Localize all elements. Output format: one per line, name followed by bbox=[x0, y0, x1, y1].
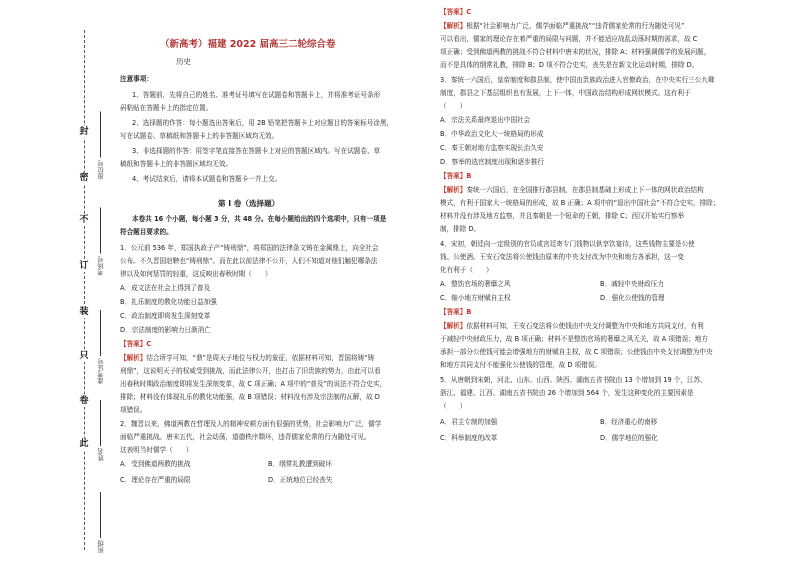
option-item[interactable]: A．成文法在社会上得到了普及 bbox=[120, 284, 211, 292]
analysis-line: 材料并没有涉及地方监察，并且秦朝是一个短命的王朝，排除 C；西汉开始实行察举 bbox=[440, 212, 685, 220]
binding-char: 订 bbox=[77, 260, 91, 272]
analysis-line: 和地方共同支付不能强化公使钱的管理，故 D 项错误。 bbox=[440, 361, 601, 369]
question-stem: 化有利于（ ） bbox=[440, 266, 493, 274]
section-title: 第 I 卷（选择题） bbox=[218, 199, 280, 208]
option-item[interactable]: A．整饬官场的奢靡之风 bbox=[440, 280, 511, 288]
analysis-line: 承担一部分公使钱可能会增强地方的财赋自主权，故 C 项错误；公使钱由中央支付调整为中央 bbox=[440, 348, 713, 356]
option-item[interactable]: D．儒学地位的强化 bbox=[600, 434, 658, 442]
option-item[interactable]: B．礼乐制度的教化功能日益加强 bbox=[120, 298, 217, 306]
exam-room-field[interactable]: 考场号 bbox=[96, 208, 105, 276]
question-stem: 公布。不久晋国赵鞅也“铸刑鼎”。而在此以前法律不公开，人们不知道对他们触犯哪条法 bbox=[120, 257, 378, 265]
analysis-line: 【解析】秦统一六国后，在全国推行郡县制，在郡县制基础上形成上下一体的网状政治结构 bbox=[440, 186, 704, 194]
notice-line: 2、选择题的作答：每小题选出答案后，用 2B 铅笔把答题卡上对应题目的答案标号涂黑， bbox=[132, 119, 394, 127]
binding-char: 封 bbox=[77, 126, 91, 138]
question-stem: 5．从唐朝到宋朝，河北、山东、山西、陕西、湖南五省书院由 13 个增加到 19 个，江苏、 bbox=[440, 376, 707, 384]
question-stem: 钱、公使酒。王安石变法将公使钱由原来的中央支付改为中央和地方各承担，这一变 bbox=[440, 253, 684, 261]
analysis-line: 模式，有利于国家大一统格局的形成，故 B 正确；A 项中的“退出中国社会”不符合史实，排除； bbox=[440, 199, 720, 207]
option-item[interactable]: A．受到佛道两教的挑战 bbox=[120, 460, 191, 468]
section-intro: 本卷共 16 个小题，每小题 3 分，共 48 分。在每小题给出的四个选项中，只有一项是 bbox=[132, 215, 387, 223]
analysis-line: 项正确；受到佛道两教的挑战不符合材料中唐末的状况，排除 A；材料强调儒学的发展问题， bbox=[440, 48, 711, 56]
answer-label: 【答案】B bbox=[440, 172, 472, 180]
option-item[interactable]: B．减轻中央财政压力 bbox=[600, 280, 664, 288]
option-item[interactable]: D．察举的选官制度出现和逐步推行 bbox=[440, 158, 544, 166]
question-stem: 4．宋初，朝廷向一定级别的官员或宫廷寄专门钱物以供享饮宴待，这些钱物主要是公使 bbox=[440, 240, 695, 248]
answer-label: 【答案】C bbox=[120, 340, 152, 348]
analysis-line: 排除；材料没有体现礼乐的教化功能强，故 B 项错误；材料没有涉及宗法制的瓦解，故 D bbox=[120, 393, 380, 401]
question-stem: 面临严重挑战。唐末五代，社会动荡，道德秩序颓坏，违背儒家伦常的行为随处可见。 bbox=[120, 433, 371, 441]
analysis-line: 于减轻中央财政压力，故 B 项正确；材料不是整饬官场的奢靡之风无关，故 A 项错误；地方 bbox=[440, 335, 708, 343]
notice-line: 1、答题前，先将自己的姓名、准考证号填写在试题卷和答题卡上，并将准考证号条形 bbox=[132, 91, 381, 99]
option-item[interactable]: C．科举制度的改革 bbox=[440, 434, 498, 442]
admission-number-field[interactable]: 准考证号 bbox=[96, 310, 105, 384]
analysis-line: 制，排除 D。 bbox=[440, 225, 481, 233]
analysis-label: 【解析】 bbox=[440, 186, 467, 194]
notice-line: 码粘贴在答题卡上的指定位置。 bbox=[120, 104, 213, 112]
analysis-line: 【解析】依据材料可知，王安石变法将公使钱由中央支付调整为中央和地方共同支付，有利 bbox=[440, 322, 704, 330]
binding-char: 密 bbox=[77, 172, 91, 184]
analysis-line: 【解析】结合所学可知，“鼎”是周天子地位与权力的象征，依据材料可知，晋国将铸“铸 bbox=[120, 354, 375, 362]
binding-margin bbox=[0, 0, 120, 562]
option-item[interactable]: B．中华政治文化大一统格局的形成 bbox=[440, 130, 544, 138]
binding-char: 装 bbox=[77, 306, 91, 318]
subject-label: 历史 bbox=[176, 57, 191, 66]
question-stem: 2．魏晋以来，佛道两教在哲理及人的精神安顿方面有很强的优势，社会影响力广泛，儒学 bbox=[120, 420, 382, 428]
question-stem: （ ） bbox=[440, 402, 467, 410]
seat-number-field[interactable]: 座位号 bbox=[96, 112, 105, 180]
question-stem: 浙江、福建、江西、湖南五省书院由 26 个增加到 564 个，发生这种变化的主要因素是 bbox=[440, 389, 694, 397]
question-stem: 这表明当时儒学（ ） bbox=[120, 446, 193, 454]
question-stem: 律以及如何惩罚的轻重，这反映出春秋时期（ ） bbox=[120, 270, 272, 278]
analysis-line: 而不是具体的纲常礼教，排除 B；D 项不符合史实，丧失是在新文化运动时期，排除 D。 bbox=[440, 61, 699, 69]
option-item[interactable]: D．强化公使钱的管理 bbox=[600, 294, 665, 302]
answer-label: 【答案】B bbox=[440, 308, 472, 316]
question-stem: 制度，郡县之下基层组织也有发展，上下一体，中国政治结构形成网状模式。这有利于 bbox=[440, 89, 691, 97]
option-item[interactable]: A．宗法关系最终退出中国社会 bbox=[440, 116, 531, 124]
question-stem: 1．公元前 536 年，郑国执政子产“铸刑鼎”，将郑国的法律条文铸在金属鼎上，向全社会 bbox=[120, 244, 379, 252]
notice-line: 3、非选择题的作答：用签字笔直接答在答题卡上对应的答题区域内。写在试题卷、草 bbox=[132, 147, 381, 155]
option-item[interactable]: B．纲常礼教遭到破坏 bbox=[268, 460, 332, 468]
analysis-label: 【解析】 bbox=[120, 354, 147, 362]
analysis-line: 刑鼎”，这说明天子的权威受到挑战，而此法律公开，也打击了旧贵族的势力，由此可以看 bbox=[120, 367, 381, 375]
section-intro: 符合题目要求的。 bbox=[120, 228, 173, 236]
binding-char: 只 bbox=[77, 350, 91, 362]
analysis-line: 【解析】根据“社会影响力广泛，儒学面临严重挑战”“违背儒家伦常的行为随处可见” bbox=[440, 22, 685, 30]
answer-label: 【答案】C bbox=[440, 8, 472, 16]
binding-char: 卷 bbox=[77, 395, 91, 407]
option-item[interactable]: C．政治制度即将发生深刻变革 bbox=[120, 312, 211, 320]
analysis-line: 出春秋时期政治制度即将发生深刻变革，故 C 项正确；A 项中的“普及”的说法不符合史实， bbox=[120, 380, 387, 388]
binding-dashed-line bbox=[84, 30, 85, 550]
analysis-line: 可以看出，儒家的理论存在着严重的局限与问题，并不能适应战乱动荡时期的需求，故 C bbox=[440, 35, 698, 43]
analysis-label: 【解析】 bbox=[440, 322, 467, 330]
option-item[interactable]: D．正统地位已经丧失 bbox=[268, 476, 333, 484]
option-item[interactable]: A．君主专制的加强 bbox=[440, 418, 498, 426]
option-item[interactable]: C．缩小地方财赋自主权 bbox=[440, 294, 511, 302]
notice-line: 4、考试结束后，请将本试题卷和答题卡一并上交。 bbox=[132, 175, 282, 183]
question-stem: （ ） bbox=[440, 102, 467, 110]
analysis-label: 【解析】 bbox=[440, 22, 467, 30]
option-item[interactable]: D．宗法制度的影响力日渐消亡 bbox=[120, 326, 211, 334]
option-item[interactable]: C．秦王朝对地方监察实现长治久安 bbox=[440, 144, 544, 152]
binding-char: 不 bbox=[77, 214, 91, 226]
notice-line: 写在试题卷、草稿纸和答题卡上的非答题区域均无效。 bbox=[120, 132, 279, 140]
analysis-line: 项错误。 bbox=[120, 406, 147, 414]
option-item[interactable]: B．经济重心的南移 bbox=[600, 418, 658, 426]
class-field[interactable]: 班级 bbox=[96, 492, 105, 553]
question-stem: 3．秦统一六国后，皇帝制度和郡县制，使中国由贵族政治进入官僚政治，在中央实行三公九卿 bbox=[440, 76, 715, 84]
notice-heading: 注意事项： bbox=[120, 75, 153, 83]
name-field[interactable]: 姓名 bbox=[96, 400, 105, 461]
exam-title: （新高考）福建 2022 届高三二轮综合卷 bbox=[160, 39, 336, 50]
binding-char: 此 bbox=[77, 438, 91, 450]
notice-line: 稿纸和答题卡上的非答题区域均无效。 bbox=[120, 160, 233, 168]
option-item[interactable]: C．理论存在严重的局限 bbox=[120, 476, 191, 484]
